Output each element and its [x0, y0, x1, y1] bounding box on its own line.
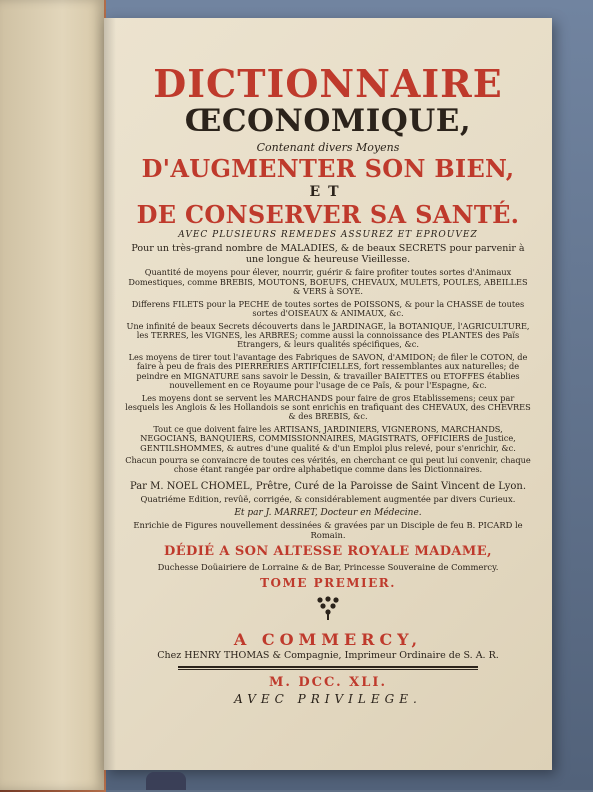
title-dictionnaire: DICTIONNAIRE — [153, 61, 503, 106]
para-marchands: Les moyens dont se servent les MARCHANDS pour faire de gros Etablissemens; ceux par lesquels les Anglois & les Hollandois se sont enrichis en trafiquant des CHEVAUX, des CHEVRES & des BREBIS, &c. — [125, 392, 531, 422]
line-et: ET — [309, 183, 347, 200]
para-filets: Differens FILETS pour la PECHE de toutes sortes de POISSONS, & pour la CHASSE de toutes sortes d'OISEAUX & ANIMAUX, &c. — [131, 298, 525, 319]
title-oeconomique: ŒCONOMIQUE, — [184, 102, 472, 139]
title-page — [104, 18, 552, 770]
title-page-text — [118, 62, 538, 707]
printer-ornament-icon — [314, 595, 342, 621]
line-remedes: AVEC PLUSIEURS REMEDES ASSUREZ ET EPROUVEZ — [178, 230, 478, 241]
line-augmenter: D'AUGMENTER SON BIEN, — [141, 153, 515, 183]
left-flyleaf — [0, 0, 104, 790]
line-conserver: DE CONSERVER SA SANTÉ. — [136, 199, 520, 229]
page-gutter-shadow — [104, 18, 116, 770]
edition-line: Quatriéme Edition, revûë, corrigée, & considérablement augmentée par divers Curieux. — [140, 494, 516, 505]
duchesse-line: Duchesse Doüairiere de Lorraine & de Bar, Princesse Souveraine de Commercy. — [157, 561, 499, 572]
tome-line: TOME PREMIER. — [260, 576, 396, 591]
para-savon: Les moyens de tirer tout l'avantage des Fabriques de SAVON, d'AMIDON; de filer le COTON, de faire à peu de frais des PIERRERIES ARTIFICIELLES, fort ressemblantes aux naturelles; de peindre en MIGNATURE sans savoir le Dessin, & travailler BAIETTES ou ETOFFES établies nouvellement en ce Royaume pour l'usage de ce Païs, & pour l'Espagne, &c. — [128, 351, 528, 391]
double-rule — [178, 666, 478, 670]
figures-line: Enrichie de Figures nouvellement dessinées & gravées par un Disciple de feu B. PICARD le Romain. — [133, 520, 523, 541]
reader-sleeve — [146, 772, 186, 790]
subtitle-moyens: Contenant divers Moyens — [256, 141, 400, 155]
author-line: Par M. NOEL CHOMEL, Prêtre, Curé de la Paroisse de Saint Vincent de Lyon. — [129, 480, 527, 492]
publisher-line: Chez HENRY THOMAS & Compagnie, Imprimeur Ordinaire de S. A. R. — [157, 650, 499, 662]
para-chacun: Chacun pourra se convaincre de toutes ces vérités, en cherchant ce qui peut lui convenir, chaque chose étant rangée par ordre alphabetique comme dans les Dictionnaires. — [125, 455, 531, 475]
marret-line: Et par J. MARRET, Docteur en Médecine. — [234, 508, 422, 519]
para-maladies: Pour un très-grand nombre de MALADIES, & de beaux SECRETS pour parvenir à une longue & heureuse Vieillesse. — [131, 242, 525, 265]
para-artisans: Tout ce que doivent faire les ARTISANS, JARDINIERS, VIGNERONS, MARCHANDS, NEGOCIANS, BANQUIERS, COMMISSIONNAIRES, MAGISTRATS, OFFICIERS de Justice, GENTILSHOMMES, & autres d'une qualité & d'un Emploi plus relevé, pour s'enrichir, &c. — [140, 423, 516, 453]
place-line: A COMMERCY, — [233, 630, 423, 650]
privilege-line: AVEC PRIVILEGE. — [234, 692, 422, 707]
para-animaux: Quantité de moyens pour élever, nourrir, guérir & faire profiter toutes sortes d'Animaux Domestiques, comme BREBIS, MOUTONS, BOEUFS, CHEVAUX, MULETS, POULES, ABEILLES & VERS à SOYE. — [128, 267, 528, 297]
dedication-line: DÉDIÉ A SON ALTESSE ROYALE MADAME, — [164, 543, 492, 559]
para-jardinage: Une infinité de beaux Secrets découverts dans le JARDINAGE, la BOTANIQUE, l'AGRICULTURE, les TERRES, les VIGNES, les ARBRES; comme aussi la connoissance des PLANTES des Païs Etrangers, & leurs qualités spécifiques, &c. — [126, 320, 530, 350]
date-line: M. DCC. XLI. — [268, 675, 388, 691]
